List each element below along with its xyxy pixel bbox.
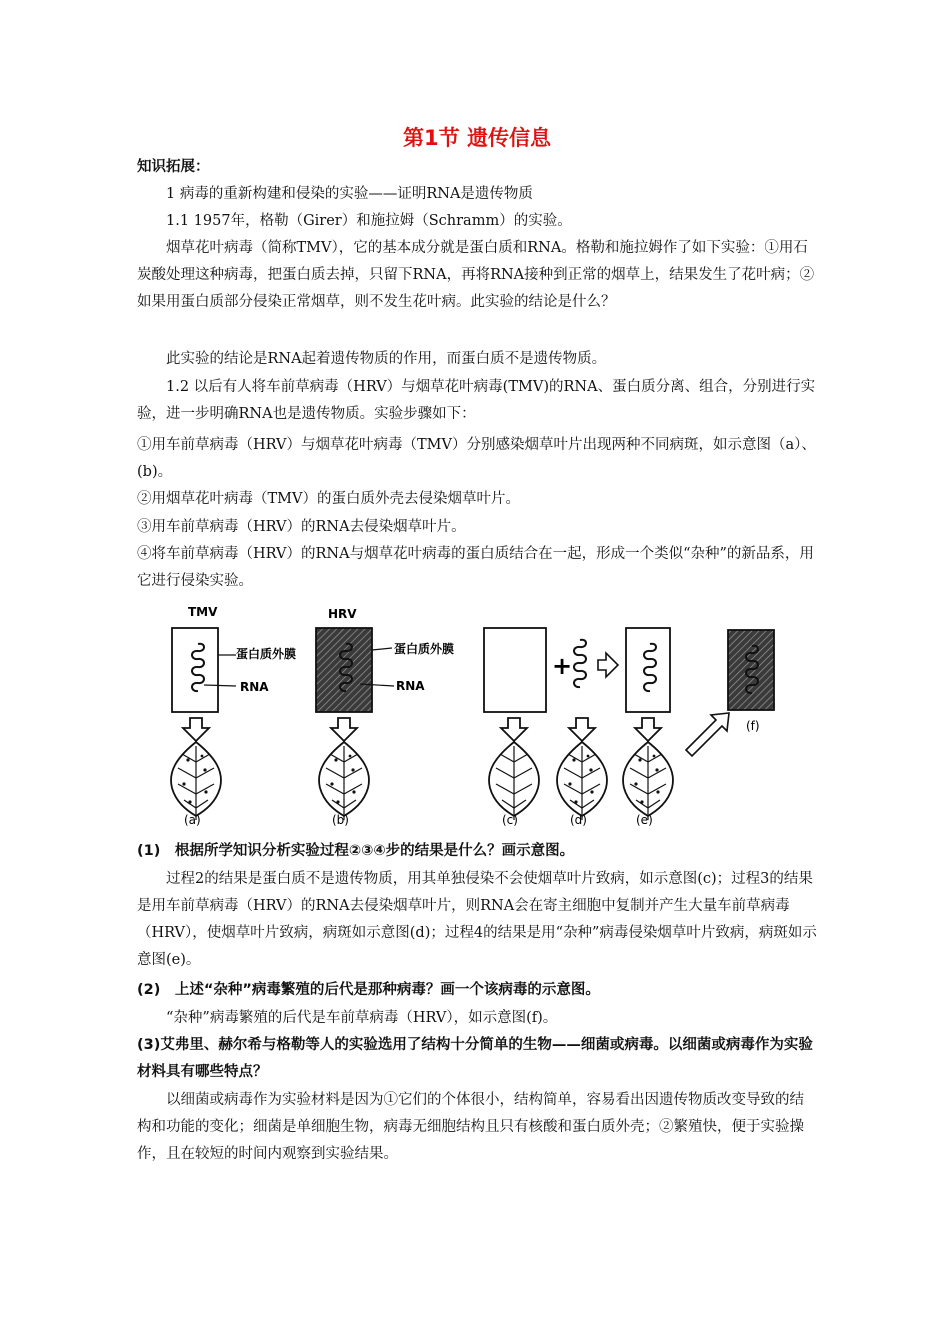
answer-1: 过程2的结果是蛋白质不是遗传物质，用其单独侵染不会使烟草叶片致病，如示意图(c)；过程3的结果是用车前草病毒（HRV）的RNA去侵染烟草叶片，则RNA会在寄主细胞中复制并产生大量车前草病毒（HRV），使烟草叶片致病，病斑如示意图(d)；过程4的结果是用“杂种”病毒侵染烟草叶片致病，病斑如示意图(e)。: [137, 871, 817, 968]
paragraph-4: 此实验的结论是RNA起着遗传物质的作用，而蛋白质不是遗传物质。: [166, 351, 607, 367]
diagonal-arrow: [686, 713, 729, 756]
down-arrow-c: [501, 718, 527, 741]
panel-label-c: (c): [502, 813, 518, 827]
paragraph-5: 1.2 以后有人将车前草病毒（HRV）与烟草花叶病毒(TMV)的RNA、蛋白质分离、组合，分别进行实验，进一步明确RNA也是遗传物质。实验步骤如下：: [137, 379, 816, 422]
question-3: (3)艾弗里、赫尔希与格勒等人的实验选用了结构十分简单的生物——细菌或病毒。以细菌或病毒作为实验材料具有哪些特点？: [137, 1037, 813, 1080]
answer-2: “杂种”病毒繁殖的后代是车前草病毒（HRV），如示意图(f)。: [166, 1010, 558, 1026]
page-title: 第1节 遗传信息: [403, 126, 551, 150]
leaf-b-icon: [319, 742, 369, 820]
plus-sign: +: [552, 652, 573, 680]
leaf-e-icon: [623, 742, 673, 820]
rna-label-a: RNA: [240, 680, 269, 694]
answer-3: 以细菌或病毒作为实验材料是因为①它们的个体很小，结构简单，容易看出因遗传物质改变导致的结构和功能的变化；细菌是单细胞生物，病毒无细胞结构且只有核酸和蛋白质外壳；②繁殖快，便于实验操作，且在较短的时间内观察到实验结果。: [137, 1092, 804, 1162]
panel-label-e: (e): [636, 813, 653, 827]
paragraph-2: 1.1 1957年，格勒（Girer）和施拉姆（Schramm）的实验。: [166, 213, 572, 229]
hybrid-virus-box: [626, 628, 670, 712]
tmv-virus-box: [172, 628, 218, 712]
tmv-protein-coat-box: [484, 628, 546, 712]
question-1: (1) 根据所学知识分析实验过程②③④步的结果是什么？画示意图。: [137, 843, 575, 859]
protein-coat-label-a: 蛋白质外膜: [236, 647, 297, 661]
hrv-virus-box: [316, 628, 372, 712]
hrv-label: HRV: [328, 607, 357, 621]
down-arrow-d: [569, 718, 595, 741]
panel-label-f: (f): [746, 719, 760, 733]
protein-coat-label-b: 蛋白质外膜: [394, 642, 455, 656]
paragraph-1: 1 病毒的重新构建和侵染的实验——证明RNA是遗传物质: [166, 186, 533, 202]
tmv-label: TMV: [188, 605, 218, 619]
rna-label-b: RNA: [396, 679, 425, 693]
step-3: ③用车前草病毒（HRV）的RNA去侵染烟草叶片。: [137, 519, 466, 535]
combine-arrow: [598, 653, 618, 677]
down-arrow-b: [331, 718, 357, 741]
hrv-rna-strand: [574, 640, 586, 687]
leaf-d-icon: [557, 742, 607, 820]
leaf-a-icon: [171, 742, 221, 820]
down-arrow-a: [183, 718, 209, 741]
step-1: ①用车前草病毒（HRV）与烟草花叶病毒（TMV）分别感染烟草叶片出现两种不同病斑，如示意图（a）、(b)。: [137, 437, 816, 480]
progeny-hrv-box: [728, 630, 774, 710]
panel-label-b: (b): [332, 813, 349, 827]
question-2: (2) 上述“杂种”病毒繁殖的后代是那种病毒？画一个该病毒的示意图。: [137, 982, 600, 998]
down-arrow-e: [635, 718, 661, 741]
virus-reconstruction-diagram: [160, 600, 800, 835]
paragraph-3: 烟草花叶病毒（简称TMV），它的基本成分就是蛋白质和RNA。格勒和施拉姆作了如下实验：①用石炭酸处理这种病毒，把蛋白质去掉，只留下RNA，再将RNA接种到正常的烟草上，结果发生了花叶病；②如果用蛋白质部分侵染正常烟草，则不发生花叶病。此实验的结论是什么？: [137, 240, 815, 310]
step-2: ②用烟草花叶病毒（TMV）的蛋白质外壳去侵染烟草叶片。: [137, 491, 520, 507]
leaf-c-icon: [489, 742, 539, 820]
panel-label-d: (d): [570, 813, 587, 827]
panel-label-a: (a): [184, 813, 201, 827]
section-label: 知识拓展：: [137, 159, 210, 175]
step-4: ④将车前草病毒（HRV）的RNA与烟草花叶病毒的蛋白质结合在一起，形成一个类似“杂种”的新品系，用它进行侵染实验。: [137, 546, 814, 589]
